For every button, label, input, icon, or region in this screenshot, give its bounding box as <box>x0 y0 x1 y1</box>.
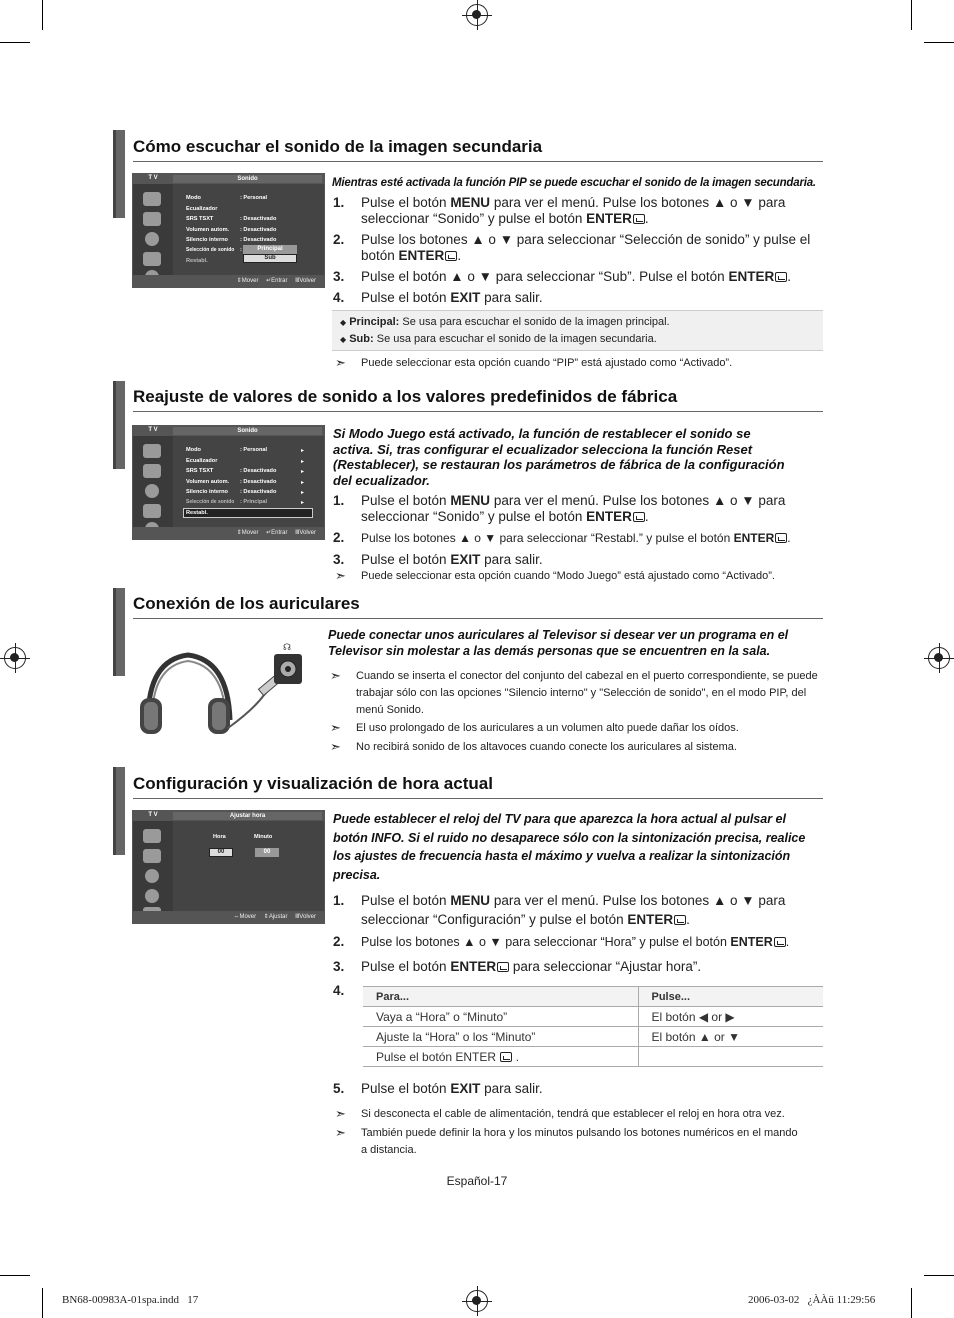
section-bar <box>113 130 125 218</box>
picture-icon <box>143 192 161 206</box>
step: 3. Pulse el botón ▲ o ▼ para seleccionar “Sub”. Pulse el botón ENTER . <box>333 269 791 284</box>
section-intro: Si Modo Juego está activado, la función de restablecer el sonido se activa. Si, tras configurar el ecualizador selecciona la función Reset (Restablecer), se restauran los parámetros de fábrica de la configuración del ecualizador. <box>333 426 785 488</box>
page-number: Español-17 <box>446 1174 508 1188</box>
input-icon <box>145 889 159 903</box>
setup-icon <box>143 504 161 518</box>
picture-icon <box>143 444 161 458</box>
section-title: Conexión de los auriculares <box>133 594 823 619</box>
registration-mark-icon <box>466 1290 488 1312</box>
step: 5. Pulse el botón EXIT para salir. <box>333 1081 543 1096</box>
step: 1. Pulse el botón MENU para ver el menú. Pulse los botones ▲ o ▼ para seleccionar “Configuración” y pulse el botón ENTER . <box>333 893 786 927</box>
footer-file: BN68-00983A-01spa.indd 17 <box>62 1294 199 1306</box>
section-bar <box>113 767 125 855</box>
section-bar <box>113 381 125 469</box>
note: ➣ Si desconecta el cable de alimentación, tendrá que establecer el reloj en hora otra vez. <box>333 1106 823 1123</box>
step: 2. Pulse los botones ▲ o ▼ para seleccionar “Restabl.” y pulse el botón ENTER . <box>333 530 791 545</box>
note: ➣ No recibirá sonido de los altavoces cuando conecte los auriculares al sistema. <box>328 739 818 756</box>
channel-icon <box>145 869 159 883</box>
note: ➣ Puede seleccionar esta opción cuando “PIP” está ajustado como “Activado”. <box>333 355 823 372</box>
step: 2. Pulse los botones ▲ o ▼ para seleccionar “Selección de sonido” y pulse el botón ENTER . <box>333 232 811 263</box>
enter-icon <box>674 915 686 925</box>
svg-text:☊: ☊ <box>283 643 291 653</box>
registration-mark-icon <box>928 647 950 669</box>
enter-icon <box>633 214 645 224</box>
tv-menu-screenshot: T V Sonido Modo : Personal ▸ Ecualizador ▸ SRS TSXT : Desactivado ▸ Volumen autom. : Desactivado ▸ Silencio interno : Desactivado ▸ Selección de sonido : Principal ▸ Restabl. ⇕Mover ↵Entrar ⅢVolver <box>132 425 325 540</box>
enter-icon <box>774 937 786 947</box>
note: ➣ También puede definir la hora y los minutos pulsando los botones numéricos en el mando a distancia. <box>333 1125 803 1159</box>
step: 1. Pulse el botón MENU para ver el menú. Pulse los botones ▲ o ▼ para seleccionar “Sonido” y pulse el botón ENTER . <box>333 493 786 524</box>
section-intro: Puede conectar unos auriculares al Televisor si desear ver un programa en el Televisor sin molestar a las demás personas que se encuentren en la sala. <box>328 628 789 658</box>
step: 4. Pulse el botón EXIT para salir. <box>333 290 543 305</box>
footer-date: 2006-03-02 ¿ÀÀü 11:29:56 <box>748 1294 876 1306</box>
picture-icon <box>143 829 161 843</box>
step: 1. Pulse el botón MENU para ver el menú. Pulse los botones ▲ o ▼ para seleccionar “Sonido” y pulse el botón ENTER . <box>333 195 786 226</box>
headphones-illustration <box>138 640 308 740</box>
channel-icon <box>145 232 159 246</box>
enter-icon <box>633 512 645 522</box>
section-title: Configuración y visualización de hora actual <box>133 774 823 799</box>
enter-icon <box>445 251 457 261</box>
note: ➣ Puede seleccionar esta opción cuando “Modo Juego” está ajustado como “Activado”. <box>333 568 823 585</box>
info-box: ◆ Principal: Se usa para escuchar el sonido de la imagen principal. ◆ Sub: Se usa para escuchar el sonido de la imagen secundaria. <box>332 310 823 351</box>
section-intro: Puede establecer el reloj del TV para que aparezca la hora actual al pulsar el botón INFO. Si el ruido no desaparece sólo con la sintonización precisa, realice los ajustes de frecuencia hasta el máximo y vuelva a realizar la sintonización precisa. <box>333 812 806 882</box>
section-title: Cómo escuchar el sonido de la imagen secundaria <box>133 137 823 162</box>
setup-icon <box>143 252 161 266</box>
registration-mark-icon <box>466 4 488 26</box>
step: 3. Pulse el botón EXIT para salir. <box>333 552 543 567</box>
enter-icon <box>497 962 509 972</box>
step: 2. Pulse los botones ▲ o ▼ para seleccionar “Hora” y pulse el botón ENTER . <box>333 934 790 949</box>
registration-mark-icon <box>4 647 26 669</box>
section-bar <box>113 588 125 676</box>
enter-icon <box>500 1052 512 1062</box>
sound-icon <box>143 212 161 226</box>
tv-menu-screenshot: T V Ajustar hora Hora Minuto 00 00 ⇔Mover ⇕Ajustar ⅢVolver <box>132 810 325 924</box>
section-title: Reajuste de valores de sonido a los valores predefinidos de fábrica <box>133 387 823 412</box>
channel-icon <box>145 484 159 498</box>
instruction-table: Para... Pulse... Vaya a “Hora” o “Minuto” El botón ◀ or ▶ Ajuste la “Hora” o los “Minuto” El botón ▲ or ▼ Pulse el botón ENTER . <box>363 986 823 1067</box>
note: ➣ El uso prolongado de los auriculares a un volumen alto puede dañar los oídos. <box>328 720 818 737</box>
sound-icon <box>143 464 161 478</box>
sound-icon <box>143 849 161 863</box>
enter-icon <box>775 533 787 543</box>
step: 4. <box>333 983 345 998</box>
tv-menu-screenshot: T V Sonido Modo : Personal Ecualizador SRS TSXT : Desactivado Volumen autom. : Desactivado Silencio interno : Desactivado Selección de sonido : Restabl. Principal Sub ⇕Mover ↵Entrar ⅢVolver <box>132 173 325 288</box>
step: 3. Pulse el botón ENTER para seleccionar “Ajustar hora”. <box>333 959 702 974</box>
enter-icon <box>775 272 787 282</box>
note: ➣ Cuando se inserta el conector del conjunto del cabezal en el puerto correspondiente, se puede trabajar sólo con las opciones "Silencio interno" y "Selección de sonido", en el modo PIP, del menú Sonido. <box>328 668 818 719</box>
section-intro: Mientras esté activada la función PIP se puede escuchar el sonido de la imagen secundaria. <box>332 177 816 189</box>
